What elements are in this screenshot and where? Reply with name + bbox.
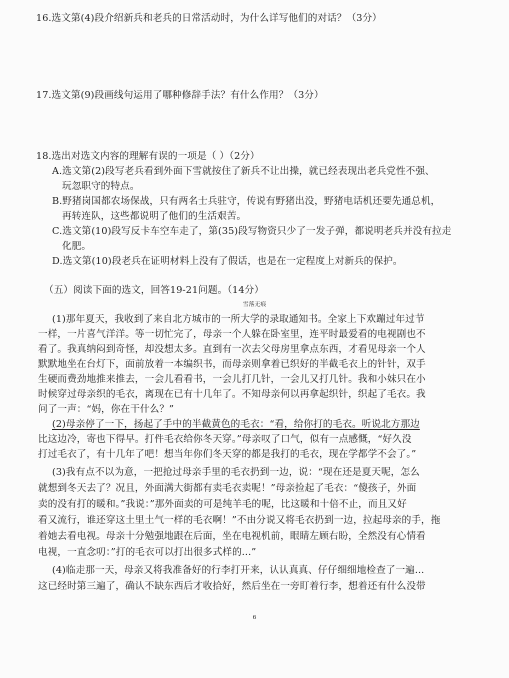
p1-line: 看了。我真纳闷到奇怪，却没想太多。直到有一次去父母房里拿点东西，才看见母亲一个人 [38,344,426,355]
p3-line: 看又流行，谁还穿这土里土气一样的毛衣啊！”不由分说又将毛衣扔到一边，拉起母亲的手，拖 [38,515,441,526]
p1-line: 问了一声：“妈，你在干什么？” [38,404,175,415]
p3-line: 就想到冬天去了？况且，外面满大街都有卖毛衣卖呢！”母亲捡起了毛衣：“傻孩子，外面 [38,483,417,494]
p4-line: (4)临走那一天，母亲又将我准备好的行李打开来，认认真真、仔仔细细地检查了一遍... [52,565,425,576]
option-b-line1: B.野猪岗国都农场保战，只有两名士兵驻守，传说有野猪出没，野猪电话机还要先通总机， [52,196,441,207]
section-heading: （五）阅读下面的选文，回答19-21问题。（14分） [44,285,264,296]
p3-line: 着她去看电视。母亲十分勉强地跟在后面，坐在电视机前，眼睛左顾右盼，全然没有心情看 [38,531,426,542]
option-b-line2: 再转连队，这些都说明了他们的生活艰苦。 [62,211,247,222]
p3-line: (3)我有点不以为意，一把抢过母亲手里的毛衣扔到一边，说：“现在还是夏天呢，怎么 [52,467,420,478]
p3-line: 卖的没有打的暖和。”我说：”那外面卖的可是纯羊毛的呢，比这暖和十倍不止，而且又好 [38,499,407,510]
p1-line: 生硬而费劲地推来推去，一会儿看看书，一会儿打几针，一会儿又打几针。我和小妹只在小 [38,374,426,385]
p1-line: (1)那年夏天，我收到了来自北方城市的一所大学的录取通知书。全家上下欢蹦过年过节 [52,314,425,325]
p2-line-underlined: (2)母亲停了一下，扬起了手中的半截黄色的毛衣：“看，给你打的毛衣。听说北方那边 [52,419,420,430]
option-a-line1: A.选文第(2)段写老兵看到外面下雪就按住了新兵不让出操，就已经表现出老兵党性不强、 [52,166,435,177]
question-18-stem: 18.选出对选文内容的理解有误的一项是（ ）（2分） [36,151,260,162]
option-c-line2: 化肥。 [62,241,92,252]
p4-line: 这已经时第三遍了，确认不缺东西后才收拾好，然后坐在一旁盯着行李，想着还有什么没带 [38,581,426,592]
p1-line: 一样，一片喜气洋洋。等一切忙完了，母亲一个人躲在卧室里，连平时最爱看的电视剧也不 [38,329,426,340]
p1-line: 默默地坐在台灯下，面前放着一本编织书，而母亲则拿着已织好的半截毛衣上的针针，双手 [38,359,426,370]
question-17: 17.选文第(9)段画线句运用了哪种修辞手法？有什么作用？（3分） [36,90,324,101]
question-16: 16.选文第(4)段介绍新兵和老兵的日常活动时，为什么详写他们的对话？（3分） [36,13,382,24]
p3-line: 电视，一直念叨：”打的毛衣可以打出很多式样的...” [38,547,257,558]
p2-line: 比这边冷，寄也下得早。打件毛衣给你冬天穿。”母亲叹了口气，似有一点感慨，“好久没 [38,434,412,445]
article-title: 雪落无痕 [242,302,267,308]
option-d-line1: D.选文第(10)段老兵在证明材料上没有了假话，也是在一定程度上对新兵的保护。 [52,256,403,267]
page-number: 6 [252,615,257,621]
p1-line: 时候穿过母亲织的毛衣，离现在已有十几年了。不知母亲何以再拿起织针，织起了毛衣。我 [38,389,426,400]
option-a-line2: 玩忽职守的特点。 [62,181,140,192]
option-c-line1: C.选文第(10)段写反卡车空车走了，第(35)段写物资只少了一发子弹，都说明老兵并没有拉走 [52,226,452,237]
p2-line: 打过毛衣了，有十几年了吧！想当年你们冬天穿的都是我打的毛衣，现在学都学不会了。” [38,449,417,460]
